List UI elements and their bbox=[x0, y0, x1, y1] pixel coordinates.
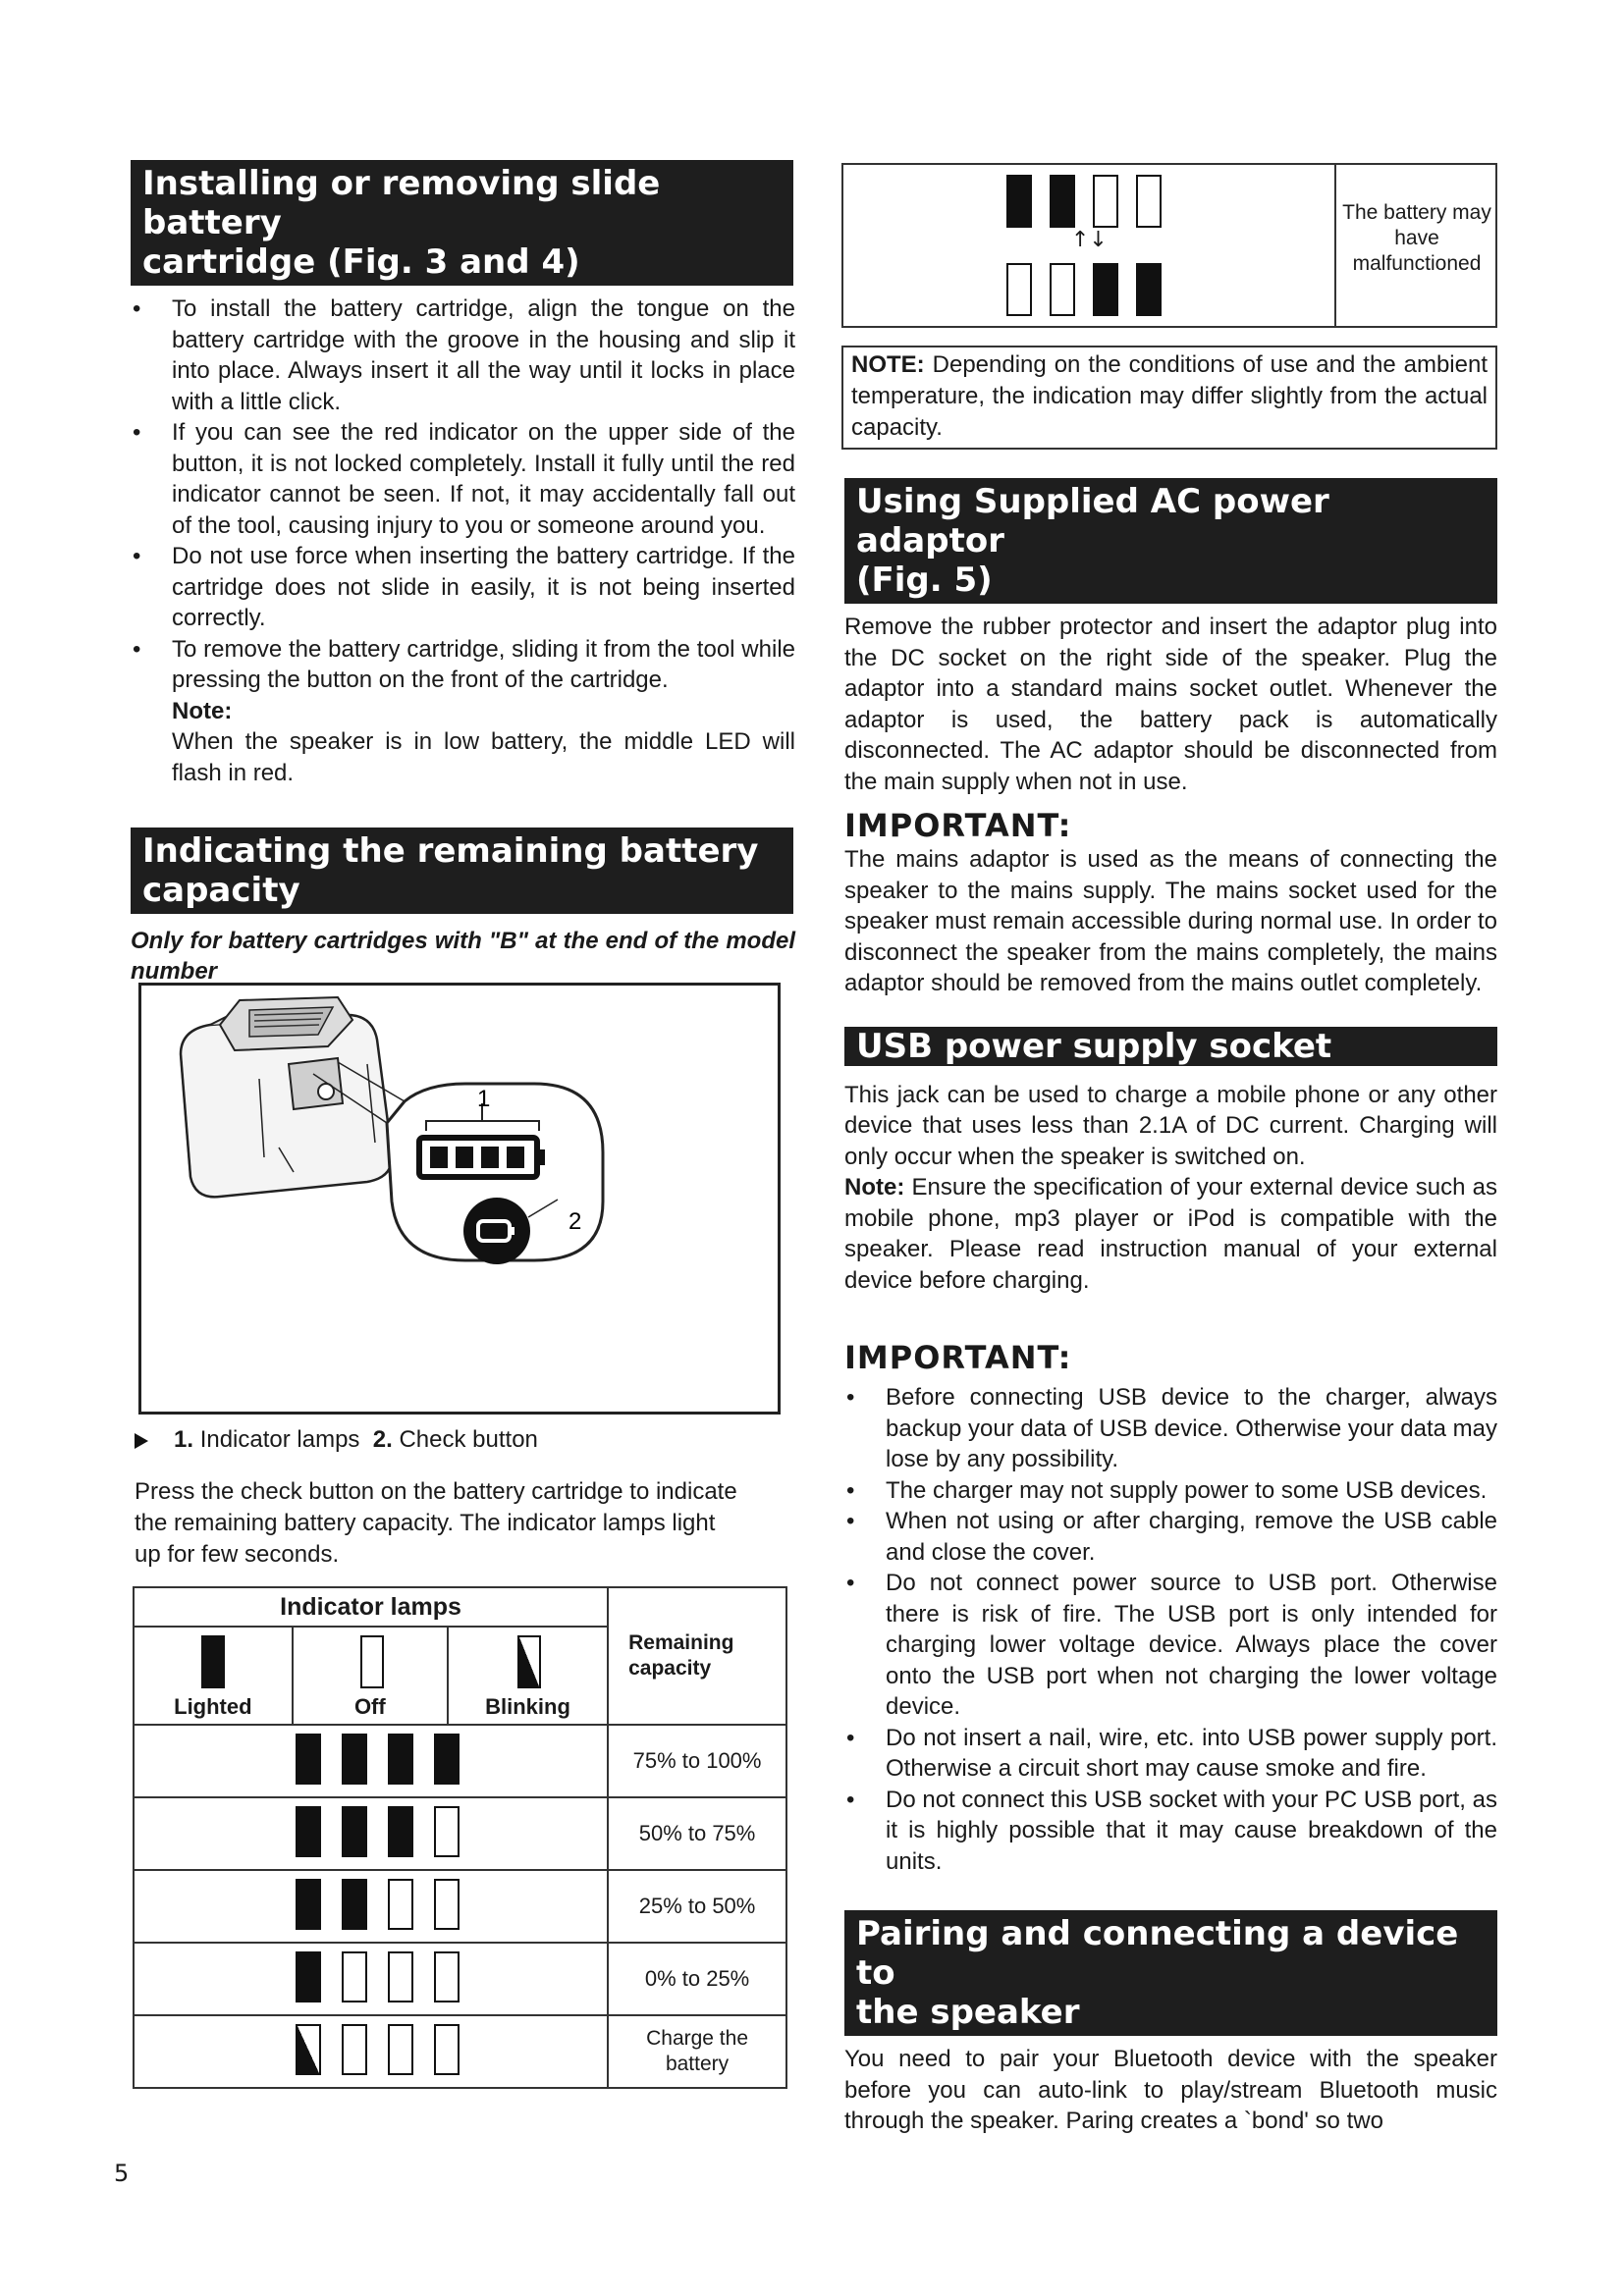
table-header-indicator: Indicator lamps bbox=[134, 1587, 608, 1627]
lamp-off-icon bbox=[434, 1806, 460, 1857]
lamp-on-icon bbox=[296, 1806, 321, 1857]
lamp-on-icon bbox=[388, 1734, 413, 1785]
pairing-paragraph: You need to pair your Bluetooth device with the speaker before you can auto-link to play/stream Bluetooth music through the speaker. Paring creates a `bond' so two bbox=[844, 2046, 1497, 2134]
lamp-off-icon bbox=[388, 1879, 413, 1930]
list-item: • To remove the battery cartridge, sliding it from the tool while pressing the button on the front of the cartridge. bbox=[131, 634, 795, 696]
malfunction-lamps bbox=[843, 165, 1336, 326]
left-column bbox=[131, 160, 795, 987]
section-heading-ac-adaptor: Using Supplied AC power adaptor (Fig. 5) bbox=[844, 478, 1497, 604]
lamp-on-icon bbox=[434, 1734, 460, 1785]
capacity-label: 75% to 100% bbox=[608, 1725, 786, 1797]
table-row bbox=[134, 1725, 786, 1797]
indicate-paragraph: Press the check button on the battery cartridge to indicate the remaining battery capacity. The indicator lamps light up for few seconds. bbox=[135, 1478, 737, 1568]
lamp-on-icon bbox=[342, 1806, 367, 1857]
lamp-off-icon bbox=[434, 1879, 460, 1930]
lamp-off-icon bbox=[388, 1951, 413, 2002]
lamp-off-icon bbox=[388, 2024, 413, 2075]
capacity-label: 0% to 25% bbox=[608, 1943, 786, 2015]
capacity-label: 50% to 75% bbox=[608, 1797, 786, 1870]
callout-2: 2 bbox=[568, 1208, 582, 1235]
malfunction-box bbox=[841, 163, 1497, 328]
callout-1: 1 bbox=[477, 1086, 491, 1112]
install-bullet-list bbox=[131, 294, 795, 788]
lamp-blinking-icon bbox=[517, 1635, 541, 1688]
lamp-on-icon bbox=[342, 1879, 367, 1930]
important-heading: IMPORTANT: bbox=[844, 1339, 1072, 1376]
usb-paragraph: This jack can be used to charge a mobile phone or any other device that uses less than 2.1A of DC current. Charging will only occur when the speaker is switched on. bbox=[844, 1081, 1497, 1170]
section-heading-usb: USB power supply socket bbox=[844, 1027, 1497, 1066]
table-row bbox=[134, 2015, 786, 2088]
lamp-blink-icon bbox=[296, 2024, 321, 2075]
legend-lighted: Lighted bbox=[134, 1627, 293, 1725]
table-row bbox=[134, 1943, 786, 2015]
battery-figure bbox=[138, 983, 781, 1415]
page-number: 5 bbox=[114, 2160, 130, 2187]
section-heading-pairing: Pairing and connecting a device to the speaker bbox=[844, 1910, 1497, 2036]
usb-note: Note: Ensure the specification of your external device such as mobile phone, mp3 player or iPod is compatible with the speaker. Please read instruction manual of your external device before charging. bbox=[844, 1174, 1497, 1294]
ac-adaptor-paragraph: Remove the rubber protector and insert the adaptor plug into the DC socket on the right side of the speaker. Plug the adaptor into a standard mains socket outlet. Whenever the adaptor is used, the battery pack is automatically disconnected. The AC adaptor should be disconnected from the main supply when not in use. bbox=[844, 614, 1497, 795]
lamp-off-icon bbox=[342, 1951, 367, 2002]
lamp-icon bbox=[1050, 175, 1075, 228]
indicator-table bbox=[133, 1586, 787, 2089]
section-heading-installing: Installing or removing slide battery cartridge (Fig. 3 and 4) bbox=[131, 160, 793, 286]
battery-cartridge-illustration bbox=[141, 986, 778, 1412]
lamp-off-icon bbox=[434, 1951, 460, 2002]
list-item: • When not using or after charging, remove the USB cable and close the cover. bbox=[844, 1506, 1497, 1568]
capacity-label: Charge the battery bbox=[608, 2015, 786, 2088]
table-header-remaining: Remaining capacity bbox=[608, 1587, 786, 1725]
figure-caption: 1. Indicator lamps 2. Check button bbox=[135, 1425, 538, 1455]
section-heading-indicating: Indicating the remaining battery capacity bbox=[131, 828, 793, 914]
lamp-icon bbox=[1006, 175, 1032, 228]
lamp-off-icon bbox=[434, 2024, 460, 2075]
lamp-icon bbox=[1136, 175, 1162, 228]
model-note: Only for battery cartridges with "B" at the end of the model number bbox=[131, 928, 795, 985]
arrows-up-down-icon: ↑↓ bbox=[1071, 228, 1108, 252]
usb-bullet-list bbox=[844, 1382, 1497, 1877]
list-item: • Do not connect power source to USB port. Otherwise there is risk of fire. The USB port is only intended for charging lower voltage device. Always place the cover onto the USB port when not charging the lower voltage device. bbox=[844, 1568, 1497, 1723]
play-arrow-icon bbox=[135, 1433, 148, 1449]
note-box: NOTE: Depending on the conditions of use and the ambient temperature, the indication may differ slightly from the actual capacity. bbox=[841, 346, 1497, 450]
lamp-lighted-icon bbox=[201, 1635, 225, 1688]
lamp-icon bbox=[1093, 263, 1118, 316]
table-row bbox=[134, 1870, 786, 1943]
lamp-icon bbox=[1093, 175, 1118, 228]
lamp-on-icon bbox=[296, 1879, 321, 1930]
list-item: • To install the battery cartridge, align the tongue on the battery cartridge with the groove in the housing and slip it into place. Always insert it all the way until it locks in place with a little click. bbox=[131, 294, 795, 417]
right-column bbox=[844, 478, 1497, 2137]
list-item: • If you can see the red indicator on the upper side of the button, it is not locked completely. Install it fully until the red indicator cannot be seen. If not, it may accidentally fall out of the tool, causing injury to you or someone around you. bbox=[131, 417, 795, 541]
lamp-on-icon bbox=[296, 1951, 321, 2002]
list-item: • The charger may not supply power to some USB devices. bbox=[844, 1475, 1497, 1507]
legend-off: Off bbox=[293, 1627, 448, 1725]
lamp-icon bbox=[1050, 263, 1075, 316]
important-paragraph: The mains adaptor is used as the means of connecting the speaker to the mains supply. The mains socket used for the speaker must remain accessible during normal use. In order to disconnect the speaker from the mains completely, the mains adaptor should be removed from the mains outlet completely. bbox=[844, 846, 1497, 996]
important-heading: IMPORTANT: bbox=[844, 807, 1072, 844]
lamp-on-icon bbox=[342, 1734, 367, 1785]
table-row bbox=[134, 1797, 786, 1870]
list-item: • Do not insert a nail, wire, etc. into USB power supply port. Otherwise a circuit short may cause smoke and fire. bbox=[844, 1723, 1497, 1785]
lamp-icon bbox=[1136, 263, 1162, 316]
malfunction-text: The battery may have malfunctioned bbox=[1342, 201, 1491, 275]
lamp-off-icon bbox=[360, 1635, 384, 1688]
capacity-label: 25% to 50% bbox=[608, 1870, 786, 1943]
lamp-on-icon bbox=[296, 1734, 321, 1785]
list-item: • Do not use force when inserting the battery cartridge. If the cartridge does not slide in easily, it is not being inserted correctly. bbox=[131, 541, 795, 634]
lamp-icon bbox=[1006, 263, 1032, 316]
list-item: • Before connecting USB device to the charger, always backup your data of USB device. Otherwise your data may lose by any possibility. bbox=[844, 1382, 1497, 1475]
lamp-on-icon bbox=[388, 1806, 413, 1857]
lamp-off-icon bbox=[342, 2024, 367, 2075]
legend-blinking: Blinking bbox=[448, 1627, 608, 1725]
low-battery-note: Note: When the speaker is in low battery, the middle LED will flash in red. bbox=[172, 697, 795, 786]
list-item: • Do not connect this USB socket with your PC USB port, as it is highly possible that it may cause breakdown of the units. bbox=[844, 1785, 1497, 1878]
